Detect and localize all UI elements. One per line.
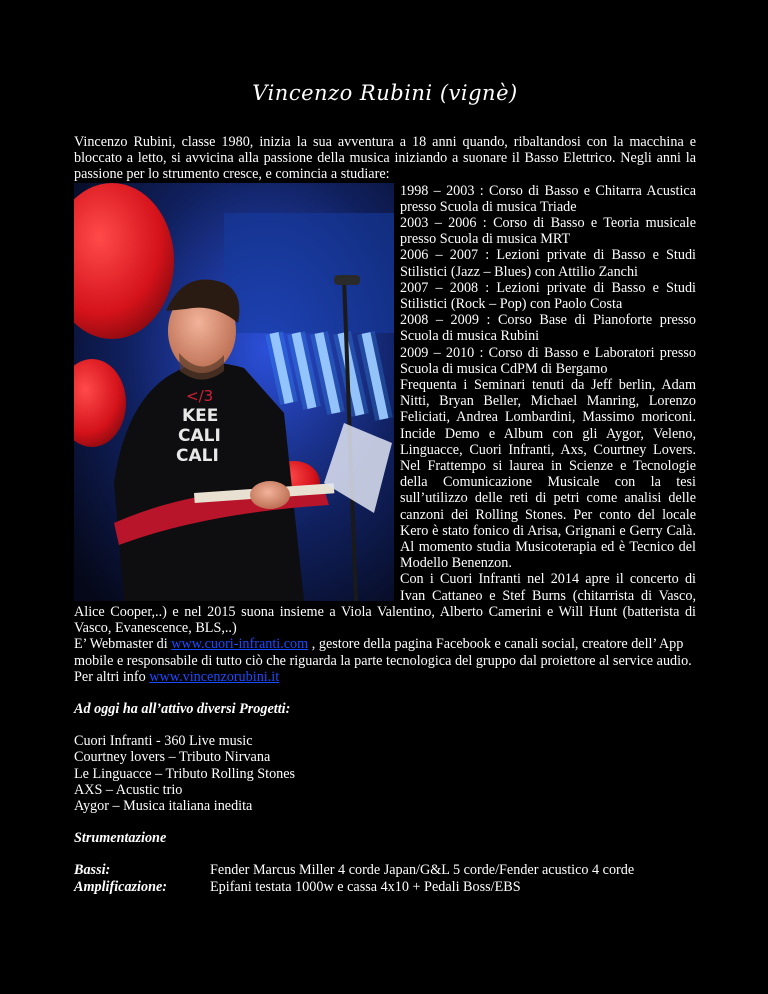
intro-paragraph: Vincenzo Rubini, classe 1980, inizia la sua avventura a 18 anni quando, ribaltandosi con la macchina e bloccato a letto, si avvicina alla passione della musica iniziando a suonare il Basso Elettrico. Negli anni la passione per lo strumento cresce, e comincia a studiare: xyxy=(74,134,696,183)
instrument-row xyxy=(74,879,696,895)
study-item: 2008 – 2009 : Corso Base di Pianoforte presso Scuola di musica Rubini xyxy=(400,312,696,345)
performer-photo xyxy=(74,183,394,601)
list-item: Cuori Infranti - 360 Live music xyxy=(74,733,253,750)
instrument-value: Epifani testata 1000w e cassa 4x10 + Pedali Boss/EBS xyxy=(210,878,521,895)
webmaster-paragraph xyxy=(74,636,696,685)
cuori-infranti-link[interactable]: www.cuori-infranti.com xyxy=(171,636,309,653)
svg-text:CALI: CALI xyxy=(176,445,219,466)
list-item: Aygor – Musica italiana inedita xyxy=(74,797,253,814)
study-item: 2003 – 2006 : Corso di Basso e Teoria musicale presso Scuola di musica MRT xyxy=(400,215,696,248)
study-item: 2006 – 2007 : Lezioni private di Basso e Studi Stilistici (Jazz – Blues) con Attilio Zanchi xyxy=(400,247,696,280)
svg-text:</3: </3 xyxy=(186,386,214,405)
study-item: 2007 – 2008 : Lezioni private di Basso e Studi Stilistici (Rock – Pop) con Paolo Costa xyxy=(400,279,696,313)
webmaster-text-pre: E’ Webmaster di xyxy=(74,636,168,653)
list-item: Courtney lovers – Tributo Nirvana xyxy=(74,749,271,766)
seminars-paragraph: Frequenta i Seminari tenuti da Jeff berlin, Adam Nitti, Bryan Beller, Michael Manring, Lorenzo Feliciati, Andrea Lombardini, Massimo moriconi. Incide Demo e Album con gli Aygor, Veleno, Linguacce, Cuori Infranti, Axs, Courtney Lovers. Nel Frattempo si laurea in Scienze e Tecnologie della Comunicazione Musicale con la tesi sull’utilizzo delle reti di petri come analisi delle canzoni dei Rolling Stones. Per conto del locale Kero è stato fonico di Arisa, Grignani e Gerry Calà. Al momento studia Musicoterapia ed è Tecnico del Modello Benenzon. xyxy=(400,377,696,572)
webmaster-text-post: , gestore della pagina Facebook e canali social, creatore dell’ App mobile e responsabile di tutto ciò che riguarda la parte tecnologica del gruppo dal proiettore al service audio. Per altri info xyxy=(74,636,692,685)
instrument-row xyxy=(74,862,696,878)
projects-heading: Ad oggi ha all’attivo diversi Progetti: xyxy=(74,700,291,717)
document-page xyxy=(74,82,696,895)
instrument-label: Bassi: xyxy=(74,862,111,879)
study-item: 1998 – 2003 : Corso di Basso e Chitarra Acustica presso Scuola di musica Triade xyxy=(400,182,696,215)
list-item: AXS – Acustic trio xyxy=(74,781,183,798)
svg-text:CALI: CALI xyxy=(178,425,221,446)
instrument-label: Amplificazione: xyxy=(74,878,168,895)
projects-list xyxy=(74,733,696,814)
instruments-heading: Strumentazione xyxy=(74,830,167,847)
instrument-value: Fender Marcus Miller 4 corde Japan/G&L 5 corde/Fender acustico 4 corde xyxy=(210,862,635,879)
list-item: Le Linguacce – Tributo Rolling Stones xyxy=(74,765,296,782)
bio-section xyxy=(74,183,696,637)
concert-paragraph: Con i Cuori Infranti nel 2014 apre il concerto di Ivan Cattaneo e Stef Burns (chitarrista di Vasco, Alice Cooper,..) e nel 2015 suona insieme a Viola Valentino, Alberto Camerini e Will Hunt (batterista di Vasco, Evanescence, BLS,..) xyxy=(74,571,696,637)
svg-text:KEE: KEE xyxy=(182,405,219,426)
page-title: Vincenzo Rubini (vignè) xyxy=(252,81,518,105)
instruments-table xyxy=(74,862,696,894)
vincenzorubini-link[interactable]: www.vincenzorubini.it xyxy=(149,668,280,685)
study-item: 2009 – 2010 : Corso di Basso e Laboratori presso Scuola di musica CdPM di Bergamo xyxy=(400,344,696,377)
